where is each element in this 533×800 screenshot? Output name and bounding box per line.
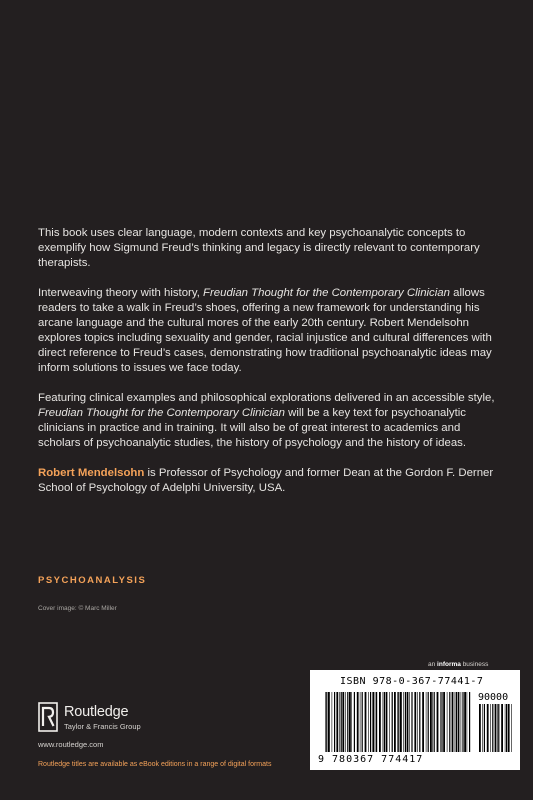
barcode-bar [426, 692, 427, 752]
barcode-bar [479, 704, 481, 752]
barcode-bar [339, 692, 340, 752]
barcode-bar [447, 692, 448, 752]
barcode-bar [458, 692, 460, 752]
ean-barcode-bars [324, 692, 474, 752]
barcode-bar [397, 692, 398, 752]
book-title-italic: Freudian Thought for the Contemporary Clinician [203, 287, 450, 299]
barcode-bar [403, 692, 404, 752]
barcode-bar [495, 704, 497, 752]
barcode-bar [336, 692, 338, 752]
publisher-name: Routledge [64, 704, 129, 720]
barcode-bar [432, 692, 433, 752]
barcode-bar [345, 692, 346, 752]
barcode-bar [384, 692, 385, 752]
barcode-bar [428, 692, 429, 752]
paragraph-text: Featuring clinical examples and philosophical explorations delivered in an accessible style, [38, 392, 495, 404]
barcode-bar [325, 692, 326, 752]
barcode-bar [497, 704, 498, 752]
informa-tagline [428, 661, 488, 668]
barcode-bar [328, 692, 330, 752]
publisher-logo [38, 702, 238, 742]
barcode-bar [407, 692, 409, 752]
barcode-bar [469, 692, 470, 752]
barcode-bar [342, 692, 344, 752]
barcode-bar [379, 692, 381, 752]
barcode-bar [419, 692, 420, 752]
barcode-bar [467, 692, 468, 752]
barcode-bar [511, 704, 512, 752]
barcode-bar [411, 692, 412, 752]
barcode-bar [405, 692, 406, 752]
description-paragraph-2 [38, 286, 500, 376]
addon-barcode-bars [478, 704, 514, 752]
informa-brand: informa [437, 661, 461, 668]
barcode-bar [461, 692, 462, 752]
barcode [310, 670, 520, 770]
barcode-bar [434, 692, 435, 752]
barcode-bar [462, 692, 463, 752]
publisher-url[interactable]: www.routledge.com [38, 740, 104, 749]
barcode-bar [482, 704, 483, 752]
barcode-bar [370, 692, 371, 752]
barcode-bar [498, 704, 499, 752]
barcode-bar [409, 692, 410, 752]
informa-prefix: an [428, 661, 438, 668]
author-name: Robert Mendelsohn [38, 467, 145, 479]
barcode-bar [430, 692, 432, 752]
barcode-bar [375, 692, 376, 752]
barcode-bar [490, 704, 491, 752]
barcode-bar [417, 692, 418, 752]
barcode-bar [349, 692, 351, 752]
barcode-bar [484, 704, 485, 752]
barcode-bar [422, 692, 424, 752]
barcode-bar [372, 692, 374, 752]
barcode-bar [452, 692, 454, 752]
barcode-bar [360, 692, 361, 752]
barcode-bar [376, 692, 377, 752]
ean-number: 9 780367 774417 [318, 754, 424, 765]
barcode-bar [341, 692, 342, 752]
barcode-bar [326, 692, 327, 752]
barcode-bar [394, 692, 396, 752]
barcode-bar [351, 692, 352, 752]
barcode-bar [398, 692, 399, 752]
description-paragraph-3 [38, 391, 500, 451]
barcode-bar [389, 692, 390, 752]
paragraph-text: Interweaving theory with history, [38, 287, 204, 299]
barcode-bar [383, 692, 384, 752]
informa-suffix: business [460, 661, 489, 668]
barcode-bar [347, 692, 348, 752]
barcode-bar [440, 692, 441, 752]
paragraph-text: allows readers to take a walk in Freud’s shoes, offering a new framework for understanding his arcane language and the cultural mores of the early 20th century. Robert Mendelsohn explores topics including sexuality and gender, racial injustice and cultural differences with direct reference to Freud’s cases, demonstrating how traditional psychoanalytic ideas may inform solutions to issues we face today. [38, 287, 492, 374]
author-bio-text: is Professor of Psychology and former Dean at the Gordon F. Derner School of Psychology of Adelphi University, USA. [38, 467, 494, 494]
book-title-italic: Freudian Thought for the Contemporary Clinician [38, 407, 285, 419]
description-paragraph-1: This book uses clear language, modern contexts and key psychoanalytic concepts to exemplify how Sigmund Freud’s thinking and legacy is directly relevant to contemporary therapists. [38, 227, 480, 269]
barcode-bar [508, 704, 510, 752]
barcode-bar [505, 704, 506, 752]
barcode-bar [506, 704, 507, 752]
barcode-bar [334, 692, 335, 752]
barcode-bar [441, 692, 442, 752]
routledge-logo-icon [38, 702, 58, 732]
barcode-bar [492, 704, 493, 752]
barcode-bar [362, 692, 363, 752]
subject-category: PSYCHOANALYSIS [38, 575, 147, 586]
barcode-bar [449, 692, 450, 752]
barcode-bar [414, 692, 416, 752]
publisher-group: Taylor & Francis Group [64, 722, 141, 731]
barcode-bar [464, 692, 466, 752]
barcode-bar [392, 692, 393, 752]
barcode-bar [357, 692, 359, 752]
isbn-text: ISBN 978-0-367-77441-7 [340, 676, 484, 687]
barcode-bar [443, 692, 445, 752]
barcode-bar [354, 692, 355, 752]
barcode-bar [437, 692, 439, 752]
barcode-bar [501, 704, 503, 752]
barcode-bar [455, 692, 456, 752]
cover-image-credit: Cover image: © Marc Miller [38, 605, 117, 612]
barcode-bar [487, 704, 489, 752]
barcode-bar [368, 692, 369, 752]
barcode-bar [400, 692, 402, 752]
barcode-bar [456, 692, 457, 752]
author-bio [38, 466, 500, 496]
ebook-note: Routledge titles are available as eBook editions in a range of digital formats [38, 761, 272, 768]
price-addon-number: 90000 [478, 692, 509, 703]
book-description [38, 226, 500, 511]
barcode-bar [365, 692, 367, 752]
barcode-bar [386, 692, 388, 752]
paragraph-text: will be a key text for psychoanalytic clinicians in practice and in training. It will also be of great interest to academics and scholars of psychoanalytic studies, the history of psychology and the history of ideas. [38, 407, 467, 449]
barcode-bar [332, 692, 333, 752]
